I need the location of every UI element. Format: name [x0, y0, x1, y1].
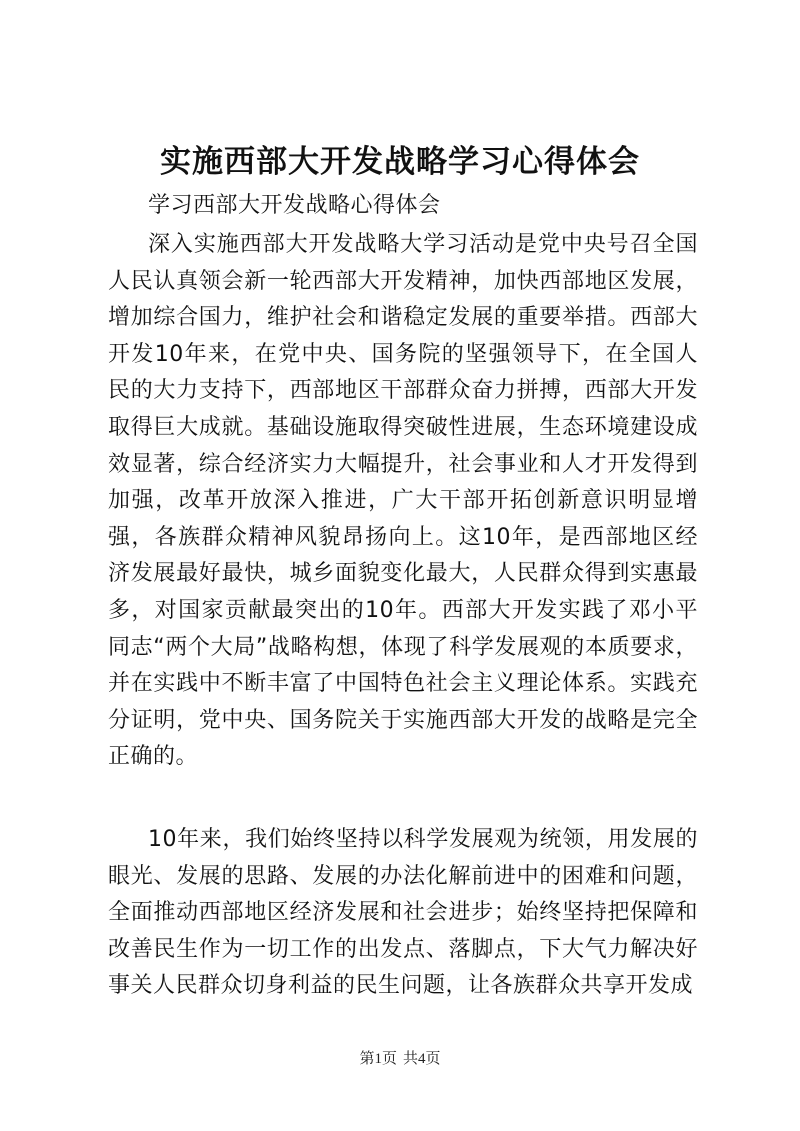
- page-total: 共4页: [403, 1051, 441, 1067]
- document-title: 实施西部大开发战略学习心得体会: [160, 144, 640, 180]
- page-number: 第1页: [359, 1051, 397, 1067]
- paragraph-2: 10年来，我们始终坚持以科学发展观为统领，用发展的眼光、发展的思路、发展的办法化解前进中的困难和问题，全面推动西部地区经济发展和社会进步；始终坚持把保障和改善民生作为一切工作的出发点、落脚点，下大气力解决好事关人民群众切身利益的民生问题，让各族群众共享开发成: [108, 827, 698, 999]
- paragraph-1: 深入实施西部大开发战略大学习活动是党中央号召全国人民认真领会新一轮西部大开发精神，加快西部地区发展，增加综合国力，维护社会和谐稳定发展的重要举措。西部大开发10年来，在党中央、国务院的坚强领导下，在全国人民的大力支持下，西部地区干部群众奋力拼搏，西部大开发取得巨大成就。基础设施取得突破性进展，生态环境建设成效显著，综合经济实力大幅提升，社会事业和人才开发得到加强，改革开放深入推进，广大干部开拓创新意识明显增强，各族群众精神风貌昂扬向上。这10年，是西部地区经济发展最好最快，城乡面貌变化最大，人民群众得到实惠最多，对国家贡献最突出的10年。西部大开发实践了邓小平同志“两个大局”战略构想，体现了科学发展观的本质要求，并在实践中不断丰富了中国特色社会主义理论体系。实践充分证明，党中央、国务院关于实施西部大开发的战略是完全正确的。: [108, 232, 698, 770]
- page-footer: [0, 1049, 800, 1069]
- document-subtitle: 学习西部大开发战略心得体会: [148, 193, 441, 218]
